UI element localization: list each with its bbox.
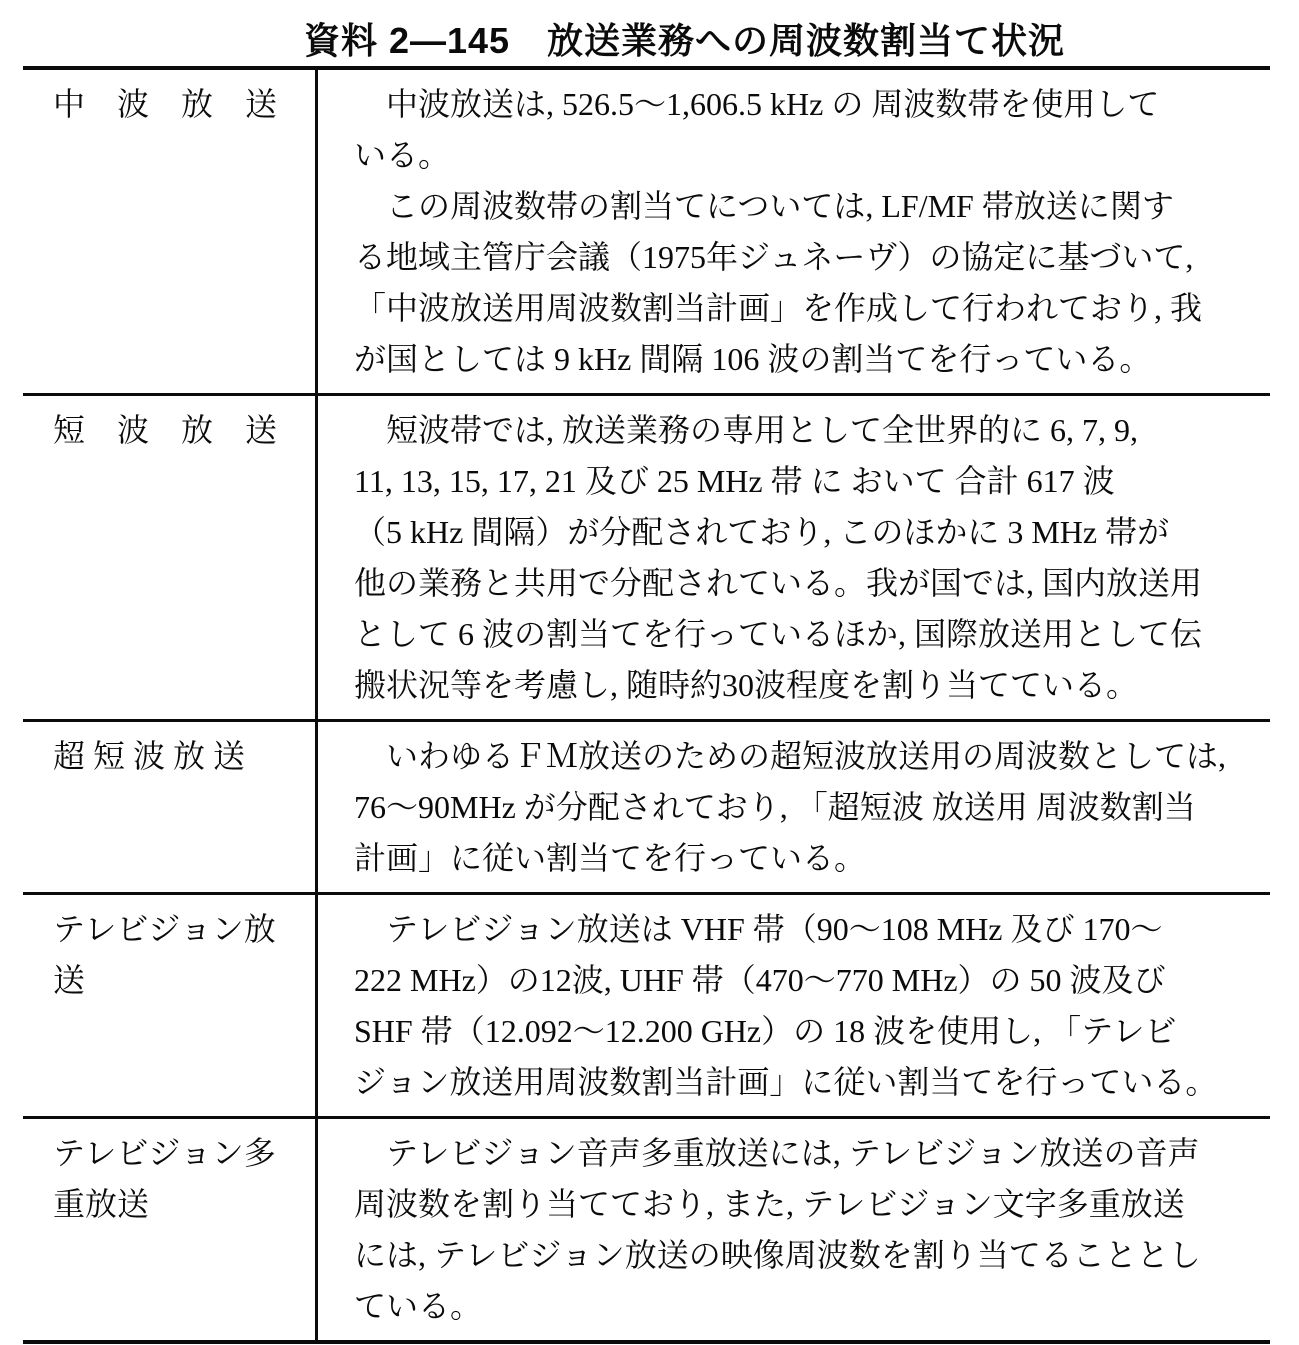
table-row-chotanpa	[23, 719, 1270, 892]
row-body-cell	[318, 1119, 1270, 1340]
body-text-line: として 6 波の割当てを行っているほか, 国際放送用として伝	[354, 616, 1203, 652]
body-text-line: 計画」に従い割当てを行っている。	[354, 840, 867, 876]
body-text-line: テレビジョン音声多重放送には, テレビジョン放送の音声	[354, 1135, 1200, 1171]
body-text-line: ジョン放送用周波数割当計画」に従い割当てを行っている。	[354, 1064, 1218, 1100]
body-text-line: 短波帯では, 放送業務の専用として全世界的に 6, 7, 9,	[354, 412, 1139, 448]
table-row-television-tajuu	[23, 1116, 1270, 1340]
body-text-line: 11, 13, 15, 17, 21 及び 25 MHz 帯 に おいて 合計 617 波	[354, 463, 1115, 499]
frequency-allocation-table	[23, 66, 1270, 1344]
body-text-line: 搬状況等を考慮し, 随時約30波程度を割り当てている。	[354, 667, 1139, 703]
row-body-cell	[318, 895, 1270, 1116]
body-text-line: いる。	[354, 137, 451, 173]
row-header-line: 超 短 波 放 送	[53, 738, 246, 774]
row-header-line: テレビジョン放	[53, 911, 276, 947]
row-body-cell	[318, 722, 1270, 892]
body-text-line: 222 MHz）の12波, UHF 帯（470～770 MHz）の 50 波及び	[354, 962, 1166, 998]
body-text-line: 「中波放送用周波数割当計画」を作成して行われており, 我	[354, 290, 1203, 326]
body-text-line: ている。	[354, 1288, 483, 1324]
row-header-cell	[23, 1119, 318, 1340]
row-body-cell	[318, 396, 1270, 719]
row-header-line: 送	[53, 962, 86, 998]
table-row-chuha	[23, 70, 1270, 393]
body-text-line: 中波放送は, 526.5～1,606.5 kHz の 周波数帯を使用して	[354, 86, 1160, 122]
body-text-line: いわゆるＦＭ放送のための超短波放送用の周波数としては,	[354, 738, 1227, 774]
row-header-cell	[23, 722, 318, 892]
row-header-line: 重放送	[53, 1186, 150, 1222]
document-title: 資料 2—145 放送業務への周波数割当て状況	[303, 20, 1066, 61]
row-header-line: 短 波 放 送	[53, 412, 278, 448]
row-header-cell	[23, 70, 318, 393]
body-text-line: （5 kHz 間隔）が分配されており, このほかに 3 MHz 帯が	[354, 514, 1170, 550]
row-header-cell	[23, 895, 318, 1116]
body-text-line: る地域主管庁会議（1975年ジュネーヴ）の協定に基づいて,	[354, 239, 1194, 275]
body-text-line: SHF 帯（12.092～12.200 GHz）の 18 波を使用し, 「テレビ	[354, 1013, 1177, 1049]
body-text-line: この周波数帯の割当てについては, LF/MF 帯放送に関す	[354, 188, 1174, 224]
body-text-line: テレビジョン放送は VHF 帯（90～108 MHz 及び 170～	[354, 911, 1163, 947]
table-row-television	[23, 892, 1270, 1116]
row-header-line: テレビジョン多	[53, 1135, 276, 1171]
body-text-line: 他の業務と共用で分配されている。我が国では, 国内放送用	[354, 565, 1203, 601]
row-header-line: 中 波 放 送	[53, 86, 278, 122]
body-text-line: 周波数を割り当てており, また, テレビジョン文字多重放送	[354, 1186, 1185, 1222]
body-text-line: 76～90MHz が分配されており, 「超短波 放送用 周波数割当	[354, 789, 1196, 825]
row-body-cell	[318, 70, 1270, 393]
row-header-cell	[23, 396, 318, 719]
body-text-line: が国としては 9 kHz 間隔 106 波の割当てを行っている。	[354, 341, 1152, 377]
table-row-tanpa	[23, 393, 1270, 719]
body-text-line: には, テレビジョン放送の映像周波数を割り当てることとし	[354, 1237, 1201, 1273]
